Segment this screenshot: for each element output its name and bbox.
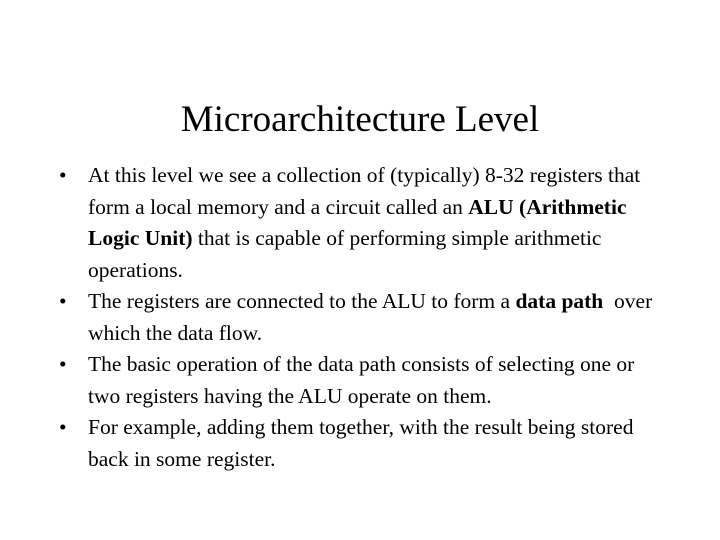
bullet-item-data-path: [59, 286, 659, 349]
bullet-dot-icon: •: [59, 163, 67, 187]
bullet-dot-icon: •: [59, 415, 67, 439]
bullet-dot-icon: •: [59, 289, 67, 313]
bullet-text: The registers are connected to the ALU to form a: [88, 289, 516, 313]
bullet-bold-term: data path: [515, 289, 604, 313]
slide-title: Microarchitecture Level: [180, 98, 540, 140]
bullet-dot-icon: •: [59, 352, 67, 376]
bullet-item-basic-operation: [59, 349, 659, 412]
bullet-item-alu: [59, 160, 659, 286]
bullet-text: At this level we see a collection of (typically) 8-32 registers that form a local memory and a circuit called an: [88, 163, 641, 219]
bullet-text: The basic operation of the data path consists of selecting one or two registers having the ALU operate on them.: [88, 352, 635, 408]
bullet-text: For example, adding them together, with the result being stored back in some register.: [88, 415, 634, 471]
bullet-text: that is capable of performing simple arithmetic operations.: [88, 226, 602, 282]
bullet-bold-term: ALU (Arithmetic Logic Unit): [88, 194, 627, 250]
bullet-list: [59, 160, 659, 475]
bullet-item-example: [59, 412, 659, 475]
bullet-text: over which the data flow.: [88, 289, 658, 345]
